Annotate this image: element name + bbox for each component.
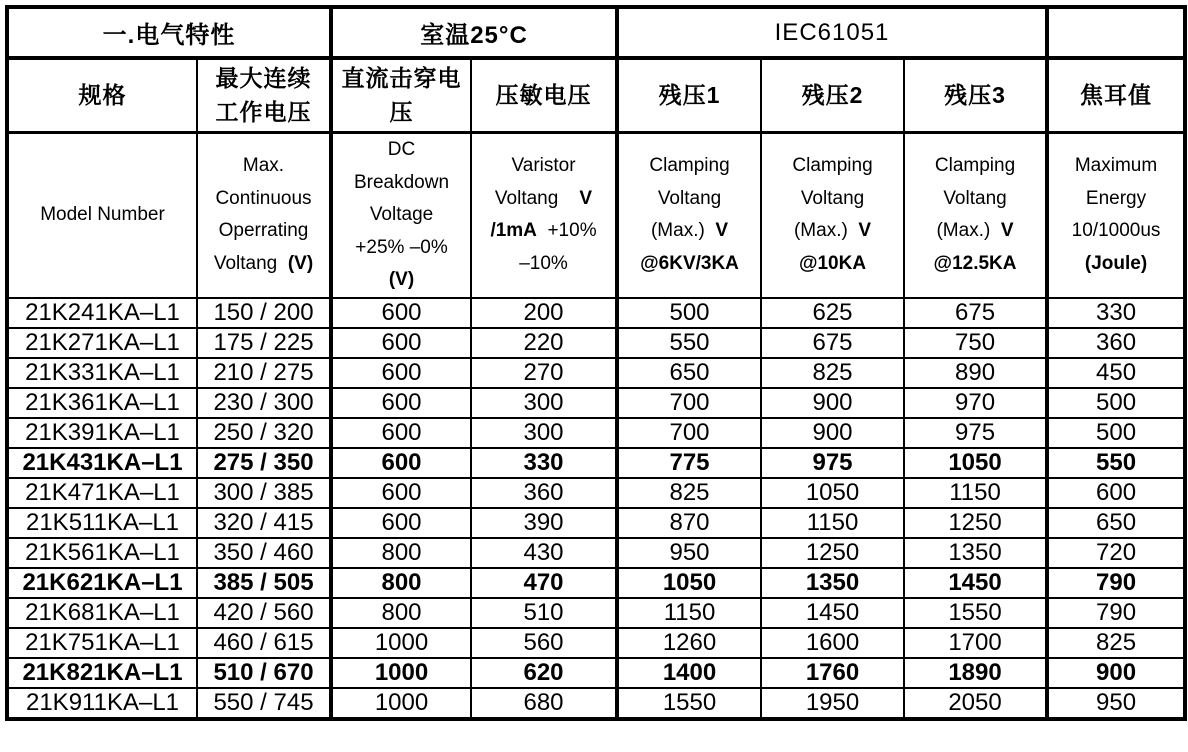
table-row	[7, 568, 1185, 598]
value-cell: 1700	[904, 628, 1047, 658]
value-cell: 650	[617, 358, 761, 388]
cn-header-clamping-3: 残压3	[904, 58, 1047, 133]
value-cell: 220	[471, 328, 617, 358]
table-row	[7, 328, 1185, 358]
table-row	[7, 298, 1185, 328]
value-cell: 700	[617, 388, 761, 418]
value-cell: 1000	[331, 658, 471, 688]
value-cell: 1150	[617, 598, 761, 628]
electrical-characteristics-table	[5, 5, 1187, 721]
en-header-cell	[761, 133, 904, 298]
en-header-line: Voltang	[657, 187, 722, 209]
value-cell: 750	[904, 328, 1047, 358]
cn-header-dc-breakdown: 直流击穿电压	[331, 58, 471, 133]
value-cell: 230 / 300	[197, 388, 331, 418]
value-cell: 600	[331, 328, 471, 358]
value-cell: 1400	[617, 658, 761, 688]
group-header-empty-cell	[1047, 7, 1185, 58]
model-number-cell: 21K621KA–L1	[7, 568, 197, 598]
value-cell: 720	[1047, 538, 1185, 568]
table-row	[7, 388, 1185, 418]
value-cell: 700	[617, 418, 761, 448]
value-cell: 320 / 415	[197, 508, 331, 538]
value-cell: 360	[471, 478, 617, 508]
model-number-cell: 21K391KA–L1	[7, 418, 197, 448]
value-cell: 1950	[761, 688, 904, 719]
table-row	[7, 448, 1185, 478]
table-row	[7, 358, 1185, 388]
value-cell: 390	[471, 508, 617, 538]
value-cell: 250 / 320	[197, 418, 331, 448]
value-cell: 625	[761, 298, 904, 328]
value-cell: 1150	[761, 508, 904, 538]
en-header-line: 10/1000us	[1071, 220, 1161, 242]
value-cell: 790	[1047, 568, 1185, 598]
value-cell: 790	[1047, 598, 1185, 628]
value-cell: 1350	[761, 568, 904, 598]
value-cell: 430	[471, 538, 617, 568]
en-header-line: Breakdown	[353, 171, 450, 193]
value-cell: 1350	[904, 538, 1047, 568]
en-header-line: Clamping	[649, 155, 730, 177]
section-title: 一.电气特性	[7, 7, 331, 58]
en-header-line: (Max.) V	[650, 220, 729, 242]
en-header-line: @12.5KA	[933, 252, 1017, 274]
en-header-line: Voltang V	[494, 187, 593, 209]
table-row	[7, 628, 1185, 658]
value-cell: 1890	[904, 658, 1047, 688]
value-cell: 1600	[761, 628, 904, 658]
en-header-cell	[197, 133, 331, 298]
value-cell: 870	[617, 508, 761, 538]
value-cell: 550	[617, 328, 761, 358]
en-header-line: +25% –0%	[355, 236, 448, 258]
model-number-cell: 21K241KA–L1	[7, 298, 197, 328]
value-cell: 420 / 560	[197, 598, 331, 628]
value-cell: 330	[471, 448, 617, 478]
iec-standard-header: IEC61051	[617, 7, 1047, 58]
group-header-row	[7, 7, 1185, 58]
value-cell: 600	[331, 418, 471, 448]
cn-header-model: 规格	[7, 58, 197, 133]
value-cell: 825	[1047, 628, 1185, 658]
value-cell: 680	[471, 688, 617, 719]
value-cell: 970	[904, 388, 1047, 418]
table-row	[7, 418, 1185, 448]
value-cell: 1550	[617, 688, 761, 719]
en-header-line: Voltage	[369, 204, 434, 225]
en-header-line: Model Number	[40, 204, 165, 225]
value-cell: 900	[761, 418, 904, 448]
value-cell: 500	[617, 298, 761, 328]
cn-header-max-continuous-voltage: 最大连续工作电压	[197, 58, 331, 133]
value-cell: 650	[1047, 508, 1185, 538]
value-cell: 1550	[904, 598, 1047, 628]
cn-header-clamping-2: 残压2	[761, 58, 904, 133]
value-cell: 510 / 670	[197, 658, 331, 688]
value-cell: 1050	[617, 568, 761, 598]
model-number-cell: 21K331KA–L1	[7, 358, 197, 388]
model-number-cell: 21K681KA–L1	[7, 598, 197, 628]
value-cell: 175 / 225	[197, 328, 331, 358]
en-header-cell	[904, 133, 1047, 298]
en-header-row	[7, 133, 1185, 298]
value-cell: 600	[331, 508, 471, 538]
value-cell: 2050	[904, 688, 1047, 719]
value-cell: 1250	[904, 508, 1047, 538]
en-header-line: Continuous	[215, 187, 312, 209]
value-cell: 890	[904, 358, 1047, 388]
table-row	[7, 538, 1185, 568]
value-cell: 1050	[761, 478, 904, 508]
value-cell: 1150	[904, 478, 1047, 508]
room-temperature-header: 室温25°C	[331, 7, 617, 58]
value-cell: 600	[331, 478, 471, 508]
value-cell: 600	[331, 358, 471, 388]
value-cell: 1260	[617, 628, 761, 658]
en-header-line: Voltang	[800, 187, 865, 209]
value-cell: 1000	[331, 688, 471, 719]
en-header-line: /1mA +10%	[490, 220, 597, 242]
table-row	[7, 508, 1185, 538]
en-header-line: (Max.) V	[936, 220, 1014, 242]
value-cell: 300 / 385	[197, 478, 331, 508]
table-row	[7, 688, 1185, 719]
value-cell: 500	[1047, 388, 1185, 418]
model-number-cell: 21K561KA–L1	[7, 538, 197, 568]
en-header-cell	[7, 133, 197, 298]
model-number-cell: 21K821KA–L1	[7, 658, 197, 688]
value-cell: 675	[761, 328, 904, 358]
value-cell: 460 / 615	[197, 628, 331, 658]
en-header-line: DC	[387, 139, 416, 160]
en-header-line: @6KV/3KA	[640, 252, 739, 274]
en-header-cell	[1047, 133, 1185, 298]
table-row	[7, 478, 1185, 508]
model-number-cell: 21K471KA–L1	[7, 478, 197, 508]
en-header-line: (V)	[388, 269, 415, 290]
value-cell: 600	[331, 298, 471, 328]
en-header-line: Voltang	[943, 187, 1007, 209]
en-header-line: Maximum	[1074, 155, 1158, 177]
value-cell: 600	[331, 388, 471, 418]
cn-header-clamping-1: 残压1	[617, 58, 761, 133]
value-cell: 1450	[904, 568, 1047, 598]
en-header-line: Energy	[1085, 187, 1147, 209]
value-cell: 300	[471, 388, 617, 418]
value-cell: 975	[761, 448, 904, 478]
value-cell: 800	[331, 568, 471, 598]
en-header-line: Voltang (V)	[213, 252, 314, 274]
en-header-cell	[617, 133, 761, 298]
en-header-line: Max.	[242, 155, 285, 177]
value-cell: 275 / 350	[197, 448, 331, 478]
value-cell: 825	[761, 358, 904, 388]
value-cell: 210 / 275	[197, 358, 331, 388]
model-number-cell: 21K911KA–L1	[7, 688, 197, 719]
value-cell: 675	[904, 298, 1047, 328]
en-header-line: @10KA	[798, 252, 867, 274]
en-header-line: –10%	[519, 252, 568, 274]
value-cell: 1450	[761, 598, 904, 628]
en-header-cell	[331, 133, 471, 298]
value-cell: 385 / 505	[197, 568, 331, 598]
en-header-line: Clamping	[934, 155, 1016, 177]
value-cell: 600	[331, 448, 471, 478]
value-cell: 950	[1047, 688, 1185, 719]
value-cell: 900	[761, 388, 904, 418]
value-cell: 350 / 460	[197, 538, 331, 568]
value-cell: 550	[1047, 448, 1185, 478]
model-number-cell: 21K271KA–L1	[7, 328, 197, 358]
value-cell: 800	[331, 598, 471, 628]
en-header-line: Clamping	[792, 155, 873, 177]
en-header-line: Operrating	[218, 220, 309, 242]
model-number-cell: 21K751KA–L1	[7, 628, 197, 658]
value-cell: 950	[617, 538, 761, 568]
value-cell: 1760	[761, 658, 904, 688]
cn-header-varistor-voltage: 压敏电压	[471, 58, 617, 133]
value-cell: 900	[1047, 658, 1185, 688]
en-header-cell	[471, 133, 617, 298]
value-cell: 500	[1047, 418, 1185, 448]
value-cell: 975	[904, 418, 1047, 448]
value-cell: 550 / 745	[197, 688, 331, 719]
en-header-line: (Joule)	[1084, 252, 1148, 274]
value-cell: 360	[1047, 328, 1185, 358]
table-row	[7, 658, 1185, 688]
value-cell: 330	[1047, 298, 1185, 328]
table-row	[7, 598, 1185, 628]
cn-header-joule: 焦耳值	[1047, 58, 1185, 133]
value-cell: 300	[471, 418, 617, 448]
value-cell: 470	[471, 568, 617, 598]
cn-header-row	[7, 58, 1185, 133]
value-cell: 620	[471, 658, 617, 688]
model-number-cell: 21K511KA–L1	[7, 508, 197, 538]
value-cell: 150 / 200	[197, 298, 331, 328]
value-cell: 1050	[904, 448, 1047, 478]
value-cell: 270	[471, 358, 617, 388]
value-cell: 450	[1047, 358, 1185, 388]
model-number-cell: 21K431KA–L1	[7, 448, 197, 478]
value-cell: 600	[1047, 478, 1185, 508]
value-cell: 775	[617, 448, 761, 478]
value-cell: 510	[471, 598, 617, 628]
value-cell: 1000	[331, 628, 471, 658]
value-cell: 200	[471, 298, 617, 328]
value-cell: 825	[617, 478, 761, 508]
en-header-line: (Max.) V	[793, 220, 872, 242]
model-number-cell: 21K361KA–L1	[7, 388, 197, 418]
value-cell: 560	[471, 628, 617, 658]
value-cell: 1250	[761, 538, 904, 568]
en-header-line: Varistor	[511, 155, 576, 177]
value-cell: 800	[331, 538, 471, 568]
